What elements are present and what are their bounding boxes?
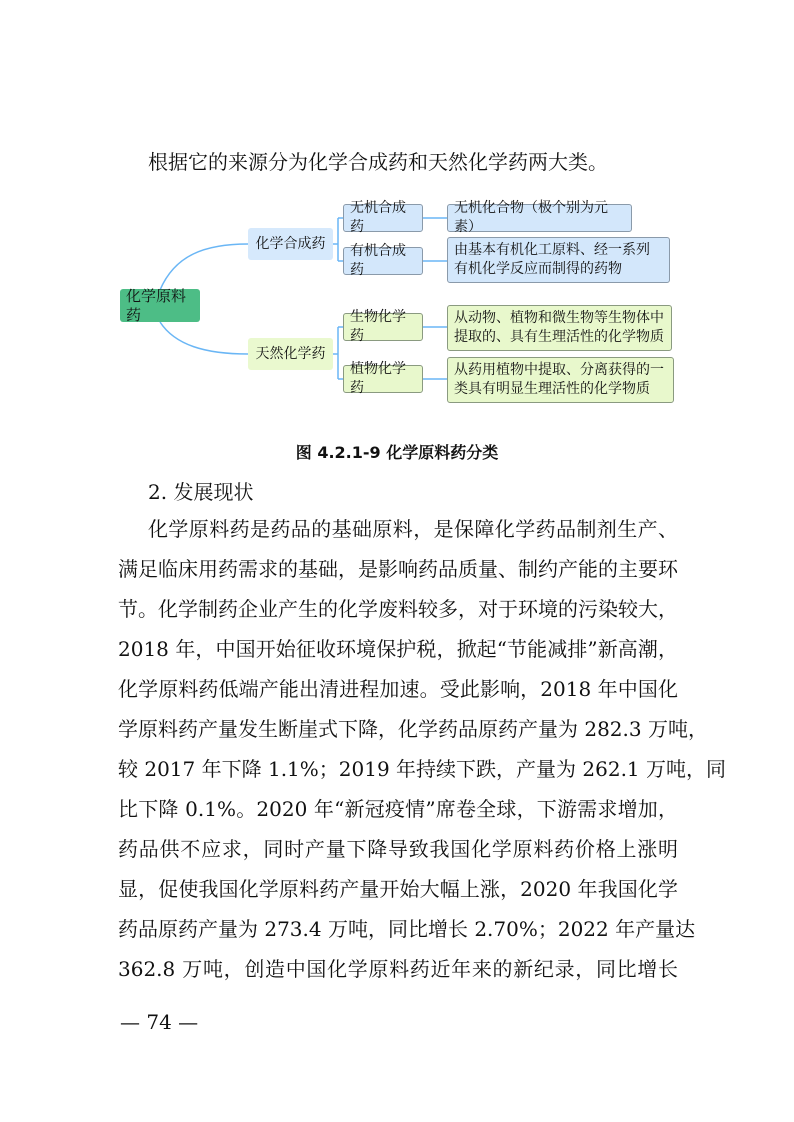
body-line: 节。化学制药企业产生的化学废料较多，对于环境的污染较大， xyxy=(118,597,678,621)
desc-organic: 由基本有机化工原料、经一系列有机化学反应而制得的药物 xyxy=(447,237,670,283)
branch-synthetic: 化学合成药 xyxy=(248,228,333,260)
node-biochemical: 生物化学药 xyxy=(343,313,423,341)
node-organic: 有机合成药 xyxy=(343,247,423,275)
desc-biochemical: 从动物、植物和微生物等生物体中提取的、具有生理活性的化学物质 xyxy=(447,305,672,351)
node-phytochemical: 植物化学药 xyxy=(343,365,423,393)
body-line: 药品原药产量为 273.4 万吨，同比增长 2.70%；2022 年产量达 xyxy=(118,917,696,941)
node-inorganic: 无机合成药 xyxy=(343,204,423,232)
connector-root-synthetic xyxy=(160,244,248,290)
figure-caption: 图 4.2.1-9 化学原料药分类 xyxy=(295,443,499,462)
body-line: 2018 年，中国开始征收环境保护税，掀起“节能减排”新高潮， xyxy=(118,637,678,661)
connector-synthetic-children xyxy=(333,218,343,261)
section-heading: 2. 发展现状 xyxy=(148,480,254,504)
desc-phytochemical: 从药用植物中提取、分离获得的一类具有明显生理活性的化学物质 xyxy=(447,357,674,403)
body-line: 化学原料药低端产能出清进程加速。受此影响，2018 年中国化 xyxy=(118,677,678,701)
body-line: 满足临床用药需求的基础，是影响药品质量、制约产能的主要环 xyxy=(118,557,678,581)
desc-inorganic: 无机化合物（极个别为元素） xyxy=(447,204,632,232)
body-line: 比下降 0.1%。2020 年“新冠疫情”席卷全球，下游需求增加， xyxy=(118,797,678,821)
page-number: — 74 — xyxy=(120,1010,199,1034)
intro-line: 根据它的来源分为化学合成药和天然化学药两大类。 xyxy=(148,150,608,174)
connector-natural-children xyxy=(333,327,343,379)
body-line: 化学原料药是药品的基础原料，是保障化学药品制剂生产、 xyxy=(148,517,678,541)
root-node: 化学原料药 xyxy=(120,289,200,322)
body-line: 药品供不应求，同时产量下降导致我国化学原料药价格上涨明 xyxy=(118,837,678,861)
body-line: 显，促使我国化学原料药产量开始大幅上涨，2020 年我国化学 xyxy=(118,877,678,901)
branch-natural: 天然化学药 xyxy=(248,338,333,370)
body-line: 学原料药产量发生断崖式下降，化学药品原药产量为 282.3 万吨， xyxy=(118,717,708,741)
connector-leaves xyxy=(423,218,447,379)
body-line: 较 2017 年下降 1.1%；2019 年持续下跌，产量为 262.1 万吨，同 xyxy=(118,757,727,781)
connector-root-natural xyxy=(160,322,248,354)
body-line: 362.8 万吨，创造中国化学原料药近年来的新纪录，同比增长 xyxy=(118,957,678,981)
